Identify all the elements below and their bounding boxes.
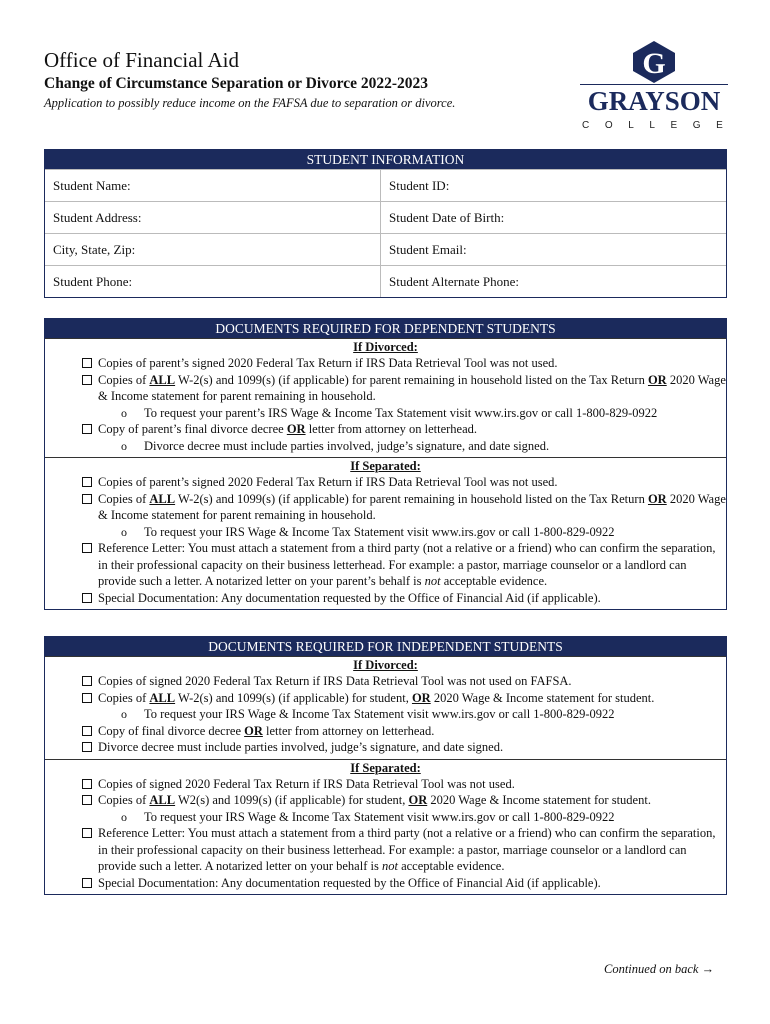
dependent-documents-heading: DOCUMENTS REQUIRED FOR DEPENDENT STUDENTS bbox=[45, 319, 726, 338]
list-subitem bbox=[45, 809, 726, 826]
checkbox[interactable] bbox=[82, 878, 92, 888]
circle-bullet-icon: o bbox=[121, 438, 127, 453]
circle-bullet-icon: o bbox=[121, 707, 127, 721]
dependent-divorced-block bbox=[45, 338, 726, 457]
circle-bullet-icon: o bbox=[121, 405, 127, 420]
item-text: To request your IRS Wage & Income Tax Statement visit www.irs.gov or call 1-800-829-0922 bbox=[144, 707, 615, 721]
list-item bbox=[45, 421, 726, 438]
emphasis-all: ALL bbox=[149, 491, 176, 506]
item-text: 2020 Wage & Income statement for parent remaining in household. bbox=[98, 372, 726, 403]
list-item bbox=[45, 875, 726, 892]
checkbox[interactable] bbox=[82, 726, 92, 736]
item-text: 2020 Wage & Income statement for student. bbox=[427, 793, 651, 807]
item-text: 2020 Wage & Income statement for parent remaining in household. bbox=[98, 491, 726, 522]
list-item bbox=[45, 673, 726, 690]
student-alt-phone-field[interactable]: Student Alternate Phone: bbox=[381, 266, 727, 298]
item-text: To request your IRS Wage & Income Tax Statement visit www.irs.gov or call 1-800-829-0922 bbox=[144, 809, 615, 824]
item-text: Copies of signed 2020 Federal Tax Return if IRS Data Retrieval Tool was not used on FAFSA. bbox=[98, 674, 572, 688]
item-text: Copies of parent’s signed 2020 Federal Tax Return if IRS Data Retrieval Tool was not used. bbox=[98, 475, 558, 489]
student-information-section bbox=[44, 149, 727, 298]
independent-divorced-title: If Divorced: bbox=[353, 658, 418, 672]
checkbox[interactable] bbox=[82, 742, 92, 752]
item-text: acceptable evidence. bbox=[440, 574, 548, 588]
list-item bbox=[45, 491, 726, 524]
checkbox[interactable] bbox=[82, 543, 92, 553]
form-subtitle: Change of Circumstance Separation or Divorce 2022-2023 bbox=[44, 75, 429, 92]
emphasis-all: ALL bbox=[149, 690, 176, 705]
circle-bullet-icon: o bbox=[121, 524, 127, 539]
list-item bbox=[45, 776, 726, 793]
list-item bbox=[45, 540, 726, 590]
independent-separated-title: If Separated: bbox=[350, 760, 421, 775]
item-text: Copies of signed 2020 Federal Tax Return if IRS Data Retrieval Tool was not used. bbox=[98, 776, 515, 791]
list-item bbox=[45, 474, 726, 491]
dependent-separated-title: If Separated: bbox=[350, 459, 421, 473]
item-text: Reference Letter: You must attach a statement from a third party (not a relative or a friend) who can confirm the separation, in their professional capacity on their business letterhead. For example: a pastor, marriage counselor or a landlord can provide such a letter. A notarized letter on your parent’s behalf is bbox=[98, 541, 716, 588]
list-subitem bbox=[45, 524, 726, 541]
item-text: Copy of final divorce decree bbox=[98, 723, 245, 738]
item-text: To request your IRS Wage & Income Tax Statement visit www.irs.gov or call 1-800-829-0922 bbox=[144, 524, 615, 539]
item-text: Special Documentation: Any documentation requested by the Office of Financial Aid (if applicable). bbox=[98, 590, 601, 605]
list-subitem bbox=[45, 405, 726, 422]
arrow-right-icon: → bbox=[701, 962, 715, 976]
emphasis-not: not bbox=[381, 859, 398, 873]
list-item bbox=[45, 792, 726, 809]
emphasis-all: ALL bbox=[149, 372, 176, 387]
checkbox[interactable] bbox=[82, 424, 92, 434]
continued-text: Continued on back bbox=[604, 962, 699, 976]
item-text: Copies of bbox=[98, 690, 150, 705]
logo-letter: G bbox=[642, 47, 666, 80]
emphasis-or: OR bbox=[647, 372, 667, 387]
list-item bbox=[45, 739, 726, 756]
checkbox[interactable] bbox=[82, 828, 92, 838]
item-text: W-2(s) and 1099(s) (if applicable) for parent remaining in household listed on the Tax Return bbox=[175, 372, 648, 387]
emphasis-or: OR bbox=[647, 491, 667, 506]
independent-documents-section bbox=[44, 636, 727, 895]
item-text: To request your parent’s IRS Wage & Income Tax Statement visit www.irs.gov or call 1-800-829-0922 bbox=[144, 405, 658, 420]
independent-documents-heading: DOCUMENTS REQUIRED FOR INDEPENDENT STUDENTS bbox=[45, 637, 726, 656]
form-description: Application to possibly reduce income on the FAFSA due to separation or divorce. bbox=[44, 96, 456, 110]
emphasis-not: not bbox=[424, 574, 441, 588]
emphasis-or: OR bbox=[408, 793, 428, 807]
continued-on-back bbox=[604, 962, 714, 977]
dependent-divorced-title: If Divorced: bbox=[353, 340, 418, 354]
table-row bbox=[45, 170, 726, 202]
logo-rule bbox=[580, 84, 728, 85]
item-text: W2(s) and 1099(s) (if applicable) for student, bbox=[175, 793, 409, 807]
independent-divorced-block bbox=[45, 656, 726, 759]
student-id-field[interactable]: Student ID: bbox=[381, 170, 727, 202]
student-information-table bbox=[45, 169, 726, 297]
logo-college-text: COLLEGE bbox=[582, 120, 739, 131]
item-text: Reference Letter: You must attach a statement from a third party (not a relative or a friend) who can confirm the separation, in their professional capacity on their business letterhead. For example: a pastor, marriage counselor or a landlord can provide such a letter. A notarized letter on your behalf is bbox=[98, 826, 716, 873]
circle-bullet-icon: o bbox=[121, 809, 127, 824]
shield-g-icon bbox=[631, 40, 677, 84]
emphasis-or: OR bbox=[286, 422, 306, 436]
list-item bbox=[45, 723, 726, 740]
grayson-college-logo bbox=[580, 40, 739, 132]
checkbox[interactable] bbox=[82, 477, 92, 487]
table-row bbox=[45, 202, 726, 234]
checkbox[interactable] bbox=[82, 494, 92, 504]
item-text: Divorce decree must include parties involved, judge’s signature, and date signed. bbox=[144, 438, 550, 453]
list-item bbox=[45, 355, 726, 372]
checkbox[interactable] bbox=[82, 375, 92, 385]
item-text: letter from attorney on letterhead. bbox=[262, 723, 435, 738]
student-phone-field[interactable]: Student Phone: bbox=[45, 266, 381, 298]
item-text: Copies of bbox=[98, 793, 150, 807]
item-text: Copies of bbox=[98, 491, 150, 506]
student-address-field[interactable]: Student Address: bbox=[45, 202, 381, 234]
student-name-field[interactable]: Student Name: bbox=[45, 170, 381, 202]
checkbox[interactable] bbox=[82, 693, 92, 703]
list-item bbox=[45, 372, 726, 405]
list-item bbox=[45, 690, 726, 707]
checkbox[interactable] bbox=[82, 676, 92, 686]
item-text: W-2(s) and 1099(s) (if applicable) for student, bbox=[175, 690, 412, 705]
item-text: W-2(s) and 1099(s) (if applicable) for parent remaining in household listed on the Tax Return bbox=[175, 491, 648, 506]
list-subitem bbox=[45, 706, 726, 723]
dependent-documents-section bbox=[44, 318, 727, 610]
student-dob-field[interactable]: Student Date of Birth: bbox=[381, 202, 727, 234]
dependent-separated-block bbox=[45, 457, 726, 609]
list-item bbox=[45, 825, 726, 875]
emphasis-or: OR bbox=[411, 690, 431, 705]
item-text: 2020 Wage & Income statement for student. bbox=[430, 690, 655, 705]
student-information-heading: STUDENT INFORMATION bbox=[45, 150, 726, 169]
item-text: Copies of parent’s signed 2020 Federal Tax Return if IRS Data Retrieval Tool was not used. bbox=[98, 356, 558, 370]
checkbox[interactable] bbox=[82, 779, 92, 789]
student-email-field[interactable]: Student Email: bbox=[381, 234, 727, 266]
item-text: Divorce decree must include parties involved, judge’s signature, and date signed. bbox=[98, 740, 504, 754]
emphasis-or: OR bbox=[244, 723, 263, 738]
item-text: Copy of parent’s final divorce decree bbox=[98, 422, 287, 436]
table-row bbox=[45, 266, 726, 298]
page-title: Office of Financial Aid bbox=[44, 48, 239, 72]
checkbox[interactable] bbox=[82, 358, 92, 368]
checkbox[interactable] bbox=[82, 795, 92, 805]
item-text: letter from attorney on letterhead. bbox=[305, 422, 478, 436]
independent-separated-block bbox=[45, 759, 726, 895]
list-item bbox=[45, 590, 726, 607]
list-subitem bbox=[45, 438, 726, 455]
table-row bbox=[45, 234, 726, 266]
logo-wordmark: GRAYSON bbox=[587, 86, 721, 116]
item-text: Special Documentation: Any documentation requested by the Office of Financial Aid (if applicable). bbox=[98, 875, 601, 890]
emphasis-all: ALL bbox=[149, 793, 176, 807]
city-state-zip-field[interactable]: City, State, Zip: bbox=[45, 234, 381, 266]
checkbox[interactable] bbox=[82, 593, 92, 603]
item-text: Copies of bbox=[98, 372, 150, 387]
item-text: acceptable evidence. bbox=[397, 859, 505, 873]
